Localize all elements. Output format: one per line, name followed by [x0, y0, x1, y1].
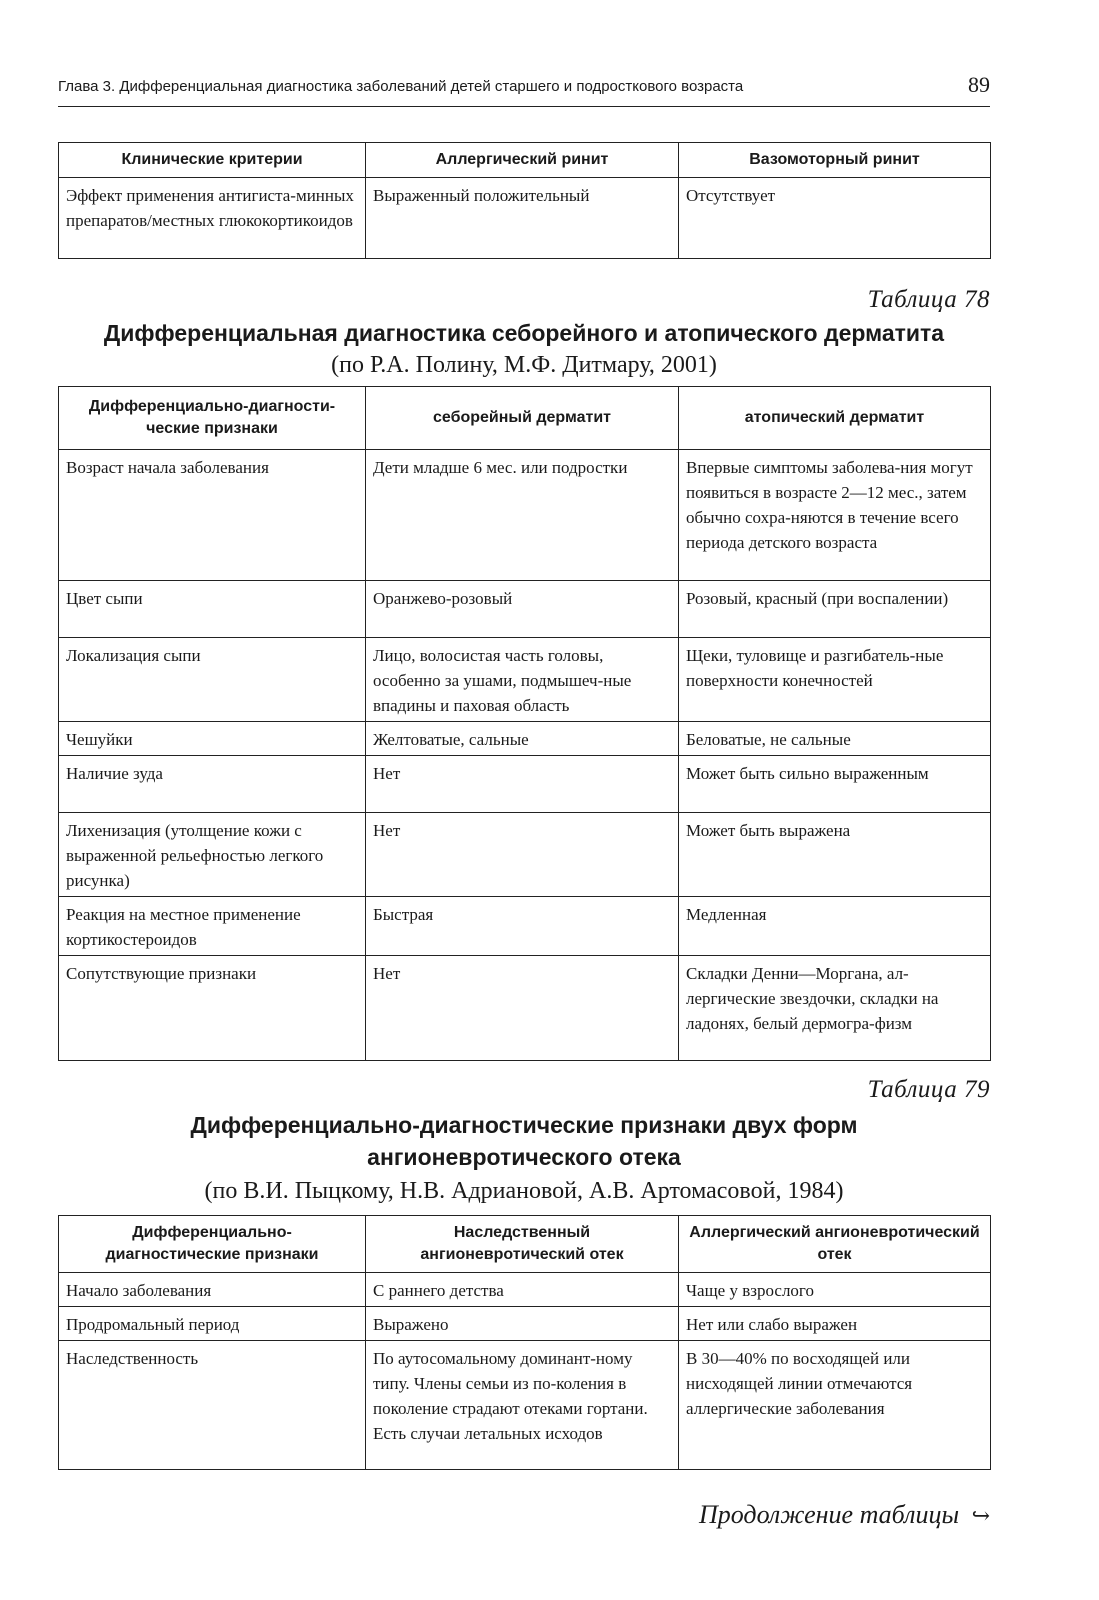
table-cell: Дети младше 6 мес. или подростки — [366, 450, 679, 581]
table-cell: Чешуйки — [59, 722, 366, 756]
hook-arrow-icon: ↪ — [971, 1503, 990, 1528]
table-row — [59, 722, 991, 756]
table-header-row — [59, 1216, 991, 1273]
rhinitis-table — [58, 142, 991, 259]
table-cell: Беловатые, не сальные — [679, 722, 991, 756]
table-row — [59, 178, 991, 259]
table-cell: Розовый, красный (при воспалении) — [679, 581, 991, 638]
table-cell: Эффект применения антигиста-минных препаратов/местных глюкокортикоидов — [59, 178, 366, 259]
table-cell: Нет — [366, 956, 679, 1061]
table-row — [59, 897, 991, 956]
table-79-title-line1: Дифференциально-диагностические признаки двух форм — [190, 1112, 858, 1138]
table-cell: Нет — [366, 813, 679, 897]
table-cell: В 30—40% по восходящей или нисходящей линии отмечаются аллергические заболевания — [679, 1341, 991, 1470]
table-cell: Может быть сильно выраженным — [679, 756, 991, 813]
table-78-label: Таблица 78 — [867, 286, 990, 313]
table-cell: Продромальный период — [59, 1307, 366, 1341]
table-79-label: Таблица 79 — [867, 1076, 990, 1103]
table-cell: С раннего детства — [366, 1273, 679, 1307]
column-header: Вазомоторный ринит — [679, 143, 991, 178]
column-header: Дифференциально-диагности-ческие признаки — [59, 387, 366, 450]
table-cell: Складки Денни—Моргана, ал-лергические звездочки, складки на ладонях, белый дермогра-физм — [679, 956, 991, 1061]
running-title: Глава 3. Дифференциальная диагностика заболеваний детей старшего и подросткового возраста — [58, 78, 744, 95]
table-cell: Наличие зуда — [59, 756, 366, 813]
table-cell: По аутосомальному доминант-ному типу. Члены семьи из по-коления в поколение страдают отеками гортани. Есть случаи летальных исходов — [366, 1341, 679, 1470]
table-cell: Чаще у взрослого — [679, 1273, 991, 1307]
table-cell: Лихенизация (утолщение кожи с выраженной рельефностью легкого рисунка) — [59, 813, 366, 897]
table-cell: Оранжево-розовый — [366, 581, 679, 638]
table-cell: Отсутствует — [679, 178, 991, 259]
column-header: себорейный дерматит — [366, 387, 679, 450]
table-cell: Желтоватые, сальные — [366, 722, 679, 756]
table-row — [59, 450, 991, 581]
table-cell: Лицо, волосистая часть головы, особенно за ушами, подмышеч-ные впадины и паховая область — [366, 638, 679, 722]
table-row — [59, 813, 991, 897]
table-cell: Локализация сыпи — [59, 638, 366, 722]
table-cell: Наследственность — [59, 1341, 366, 1470]
column-header: Наследственный ангионевротический отек — [366, 1216, 679, 1273]
running-header — [58, 72, 990, 107]
table-cell: Сопутствующие признаки — [59, 956, 366, 1061]
table-row — [59, 1273, 991, 1307]
table-header-row — [59, 143, 991, 178]
angioedema-table — [58, 1215, 991, 1470]
table-79-source: (по В.И. Пыцкому, Н.В. Адриановой, А.В. Артомасовой, 1984) — [204, 1178, 844, 1204]
table-cell: Медленная — [679, 897, 991, 956]
table-78-title: Дифференциальная диагностика себорейного и атопического дерматита — [103, 320, 945, 346]
table-cell: Выраженный положительный — [366, 178, 679, 259]
column-header: Аллергический ринит — [366, 143, 679, 178]
table-row — [59, 956, 991, 1061]
table-row — [59, 1307, 991, 1341]
continuation-text: Продолжение таблицы — [698, 1500, 960, 1529]
table-row — [59, 638, 991, 722]
table-row — [59, 756, 991, 813]
table-cell: Быстрая — [366, 897, 679, 956]
table-cell: Может быть выражена — [679, 813, 991, 897]
table-cell: Нет — [366, 756, 679, 813]
table-78-source: (по Р.А. Полину, М.Ф. Дитмару, 2001) — [331, 352, 717, 378]
column-header: Клинические критерии — [59, 143, 366, 178]
table-header-row — [59, 387, 991, 450]
page-number: 89 — [968, 72, 990, 97]
table-continuation-note — [699, 1500, 990, 1530]
table-cell: Впервые симптомы заболева-ния могут появиться в возрасте 2—12 мес., затем обычно сохра-няются в течение всего периода детского возраста — [679, 450, 991, 581]
table-cell: Цвет сыпи — [59, 581, 366, 638]
table-cell: Щеки, туловище и разгибатель-ные поверхности конечностей — [679, 638, 991, 722]
table-cell: Возраст начала заболевания — [59, 450, 366, 581]
table-row — [59, 581, 991, 638]
column-header: Аллергический ангионевротический отек — [679, 1216, 991, 1273]
table-row — [59, 1341, 991, 1470]
table-cell: Нет или слабо выражен — [679, 1307, 991, 1341]
table-cell: Реакция на местное применение кортикостероидов — [59, 897, 366, 956]
table-cell: Начало заболевания — [59, 1273, 366, 1307]
column-header: Дифференциально-диагностические признаки — [59, 1216, 366, 1273]
column-header: атопический дерматит — [679, 387, 991, 450]
table-cell: Выражено — [366, 1307, 679, 1341]
table-79-title-line2: ангионевротического отека — [367, 1144, 681, 1170]
dermatitis-table — [58, 386, 991, 1061]
